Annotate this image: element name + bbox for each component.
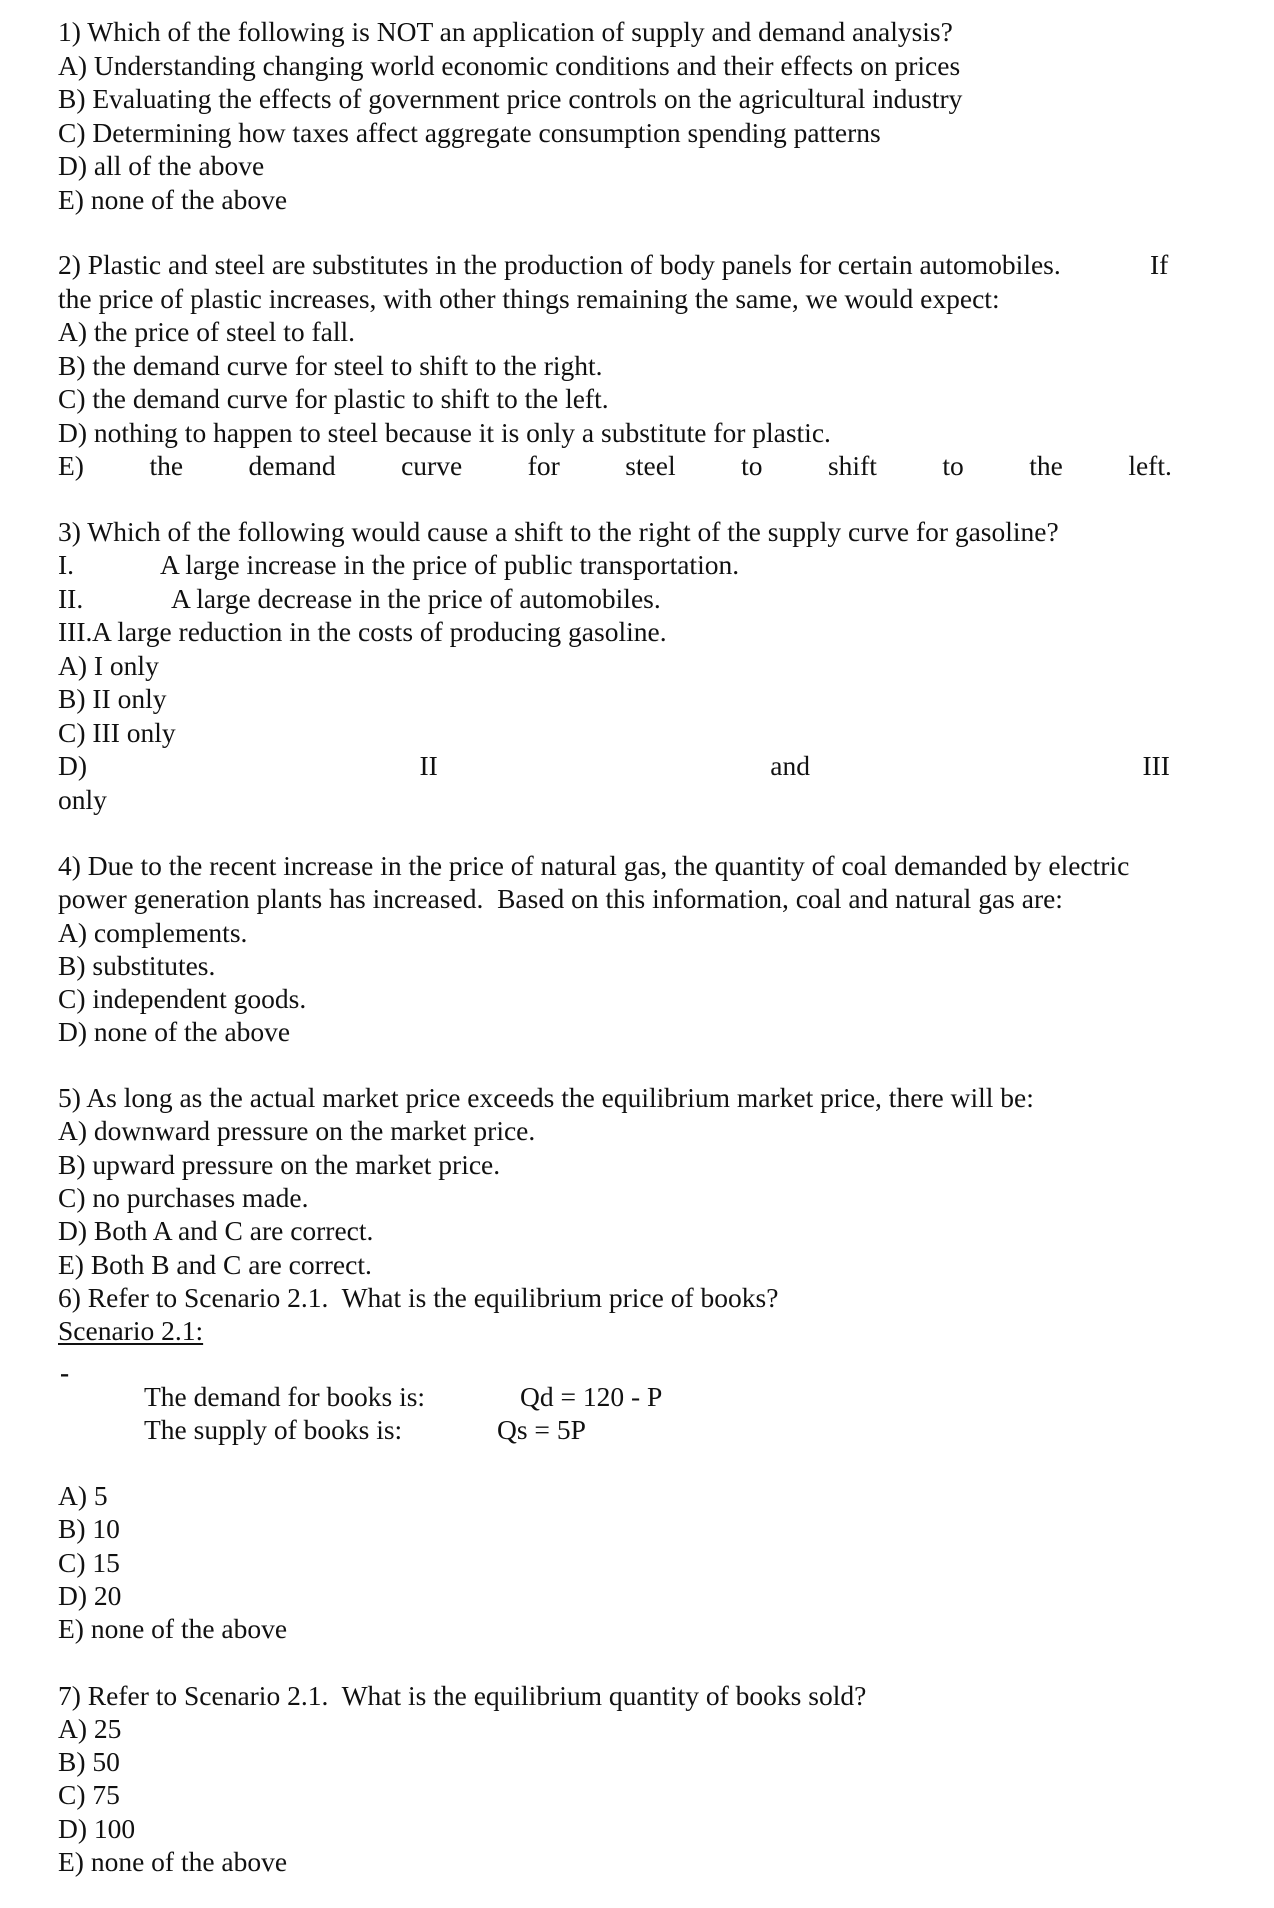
answer-option: C) III only <box>58 717 176 748</box>
answer-option: D) all of the above <box>58 150 265 181</box>
answer-option: B) 10 <box>58 1513 120 1544</box>
word: curve <box>401 450 463 481</box>
question-stem: 1) Which of the following is NOT an application of supply and demand analysis? <box>58 16 953 47</box>
answer-option: A) downward pressure on the market price. <box>58 1115 536 1146</box>
answer-option-wrap: only <box>58 784 107 815</box>
statement-text: A large increase in the price of public transportation. <box>160 549 740 580</box>
answer-option-justified <box>58 449 1172 482</box>
answer-option: E) Both B and C are correct. <box>58 1249 372 1280</box>
answer-option: B) Evaluating the effects of government price controls on the agricultural industry <box>58 83 963 114</box>
answer-option: A) the price of steel to fall. <box>58 316 356 347</box>
answer-option: E) none of the above <box>58 184 288 215</box>
word: III <box>1142 750 1170 781</box>
answer-option: B) the demand curve for steel to shift to the right. <box>58 350 603 381</box>
scenario-dash: - <box>60 1357 70 1388</box>
word: II <box>419 750 438 781</box>
answer-option: C) the demand curve for plastic to shift to the left. <box>58 383 609 414</box>
answer-option-justified <box>58 749 1170 782</box>
word: D) <box>58 750 88 781</box>
word: to <box>942 450 964 481</box>
word: the <box>1029 450 1063 481</box>
answer-option: E) none of the above <box>58 1613 288 1644</box>
statement-number: III. <box>58 616 93 647</box>
answer-option: D) nothing to happen to steel because it is only a substitute for plastic. <box>58 417 831 448</box>
word: steel <box>625 450 676 481</box>
question-stem: 6) Refer to Scenario 2.1. What is the equilibrium price of books? <box>58 1282 779 1313</box>
supply-label: The supply of books is: <box>144 1414 403 1445</box>
demand-equation: Qd = 120 - P <box>520 1381 663 1412</box>
answer-option: D) 100 <box>58 1813 136 1844</box>
answer-option: C) independent goods. <box>58 983 307 1014</box>
answer-option: C) Determining how taxes affect aggregate consumption spending patterns <box>58 117 881 148</box>
statement-text: A large reduction in the costs of producing gasoline. <box>92 616 667 647</box>
answer-option: D) 20 <box>58 1580 122 1611</box>
answer-option: A) I only <box>58 650 159 681</box>
question-stem: 5) As long as the actual market price exceeds the equilibrium market price, there will be: <box>58 1082 1034 1113</box>
supply-equation: Qs = 5P <box>497 1414 586 1445</box>
answer-option: A) 5 <box>58 1480 108 1511</box>
answer-option: C) no purchases made. <box>58 1182 309 1213</box>
word: to <box>741 450 763 481</box>
question-stem: 7) Refer to Scenario 2.1. What is the equilibrium quantity of books sold? <box>58 1680 867 1711</box>
answer-option: C) 75 <box>58 1779 120 1810</box>
demand-label: The demand for books is: <box>144 1381 426 1412</box>
question-stem-line: power generation plants has increased. Based on this information, coal and natural gas are: <box>58 883 1063 914</box>
word: left. <box>1128 450 1172 481</box>
statement-text: A large decrease in the price of automobiles. <box>171 583 661 614</box>
word: for <box>527 450 560 481</box>
answer-option: B) II only <box>58 683 167 714</box>
answer-option: B) upward pressure on the market price. <box>58 1149 501 1180</box>
question-stem-line: 2) Plastic and steel are substitutes in the production of body panels for certain automobiles. <box>58 249 1061 280</box>
word: E) <box>58 450 84 481</box>
statement-number: II. <box>58 583 84 614</box>
answer-option: A) complements. <box>58 917 248 948</box>
answer-option: A) Understanding changing world economic conditions and their effects on prices <box>58 50 961 81</box>
answer-option: C) 15 <box>58 1547 120 1578</box>
answer-option: A) 25 <box>58 1713 122 1744</box>
question-stem-line: 4) Due to the recent increase in the price of natural gas, the quantity of coal demanded by electric <box>58 850 1130 881</box>
answer-option: E) none of the above <box>58 1846 288 1877</box>
statement-number: I. <box>58 549 75 580</box>
word: demand <box>248 450 336 481</box>
question-stem-line: the price of plastic increases, with other things remaining the same, we would expect: <box>58 283 1000 314</box>
word: shift <box>827 450 877 481</box>
word: the <box>149 450 184 481</box>
answer-option: B) 50 <box>58 1746 120 1777</box>
answer-option: D) none of the above <box>58 1016 291 1047</box>
question-stem: 3) Which of the following would cause a shift to the right of the supply curve for gasoline? <box>58 516 1059 547</box>
question-stem-line-end: If <box>1150 249 1169 280</box>
word: and <box>770 750 811 781</box>
answer-option: D) Both A and C are correct. <box>58 1215 374 1246</box>
scenario-title: Scenario 2.1: <box>58 1315 204 1346</box>
answer-option: B) substitutes. <box>58 950 216 981</box>
